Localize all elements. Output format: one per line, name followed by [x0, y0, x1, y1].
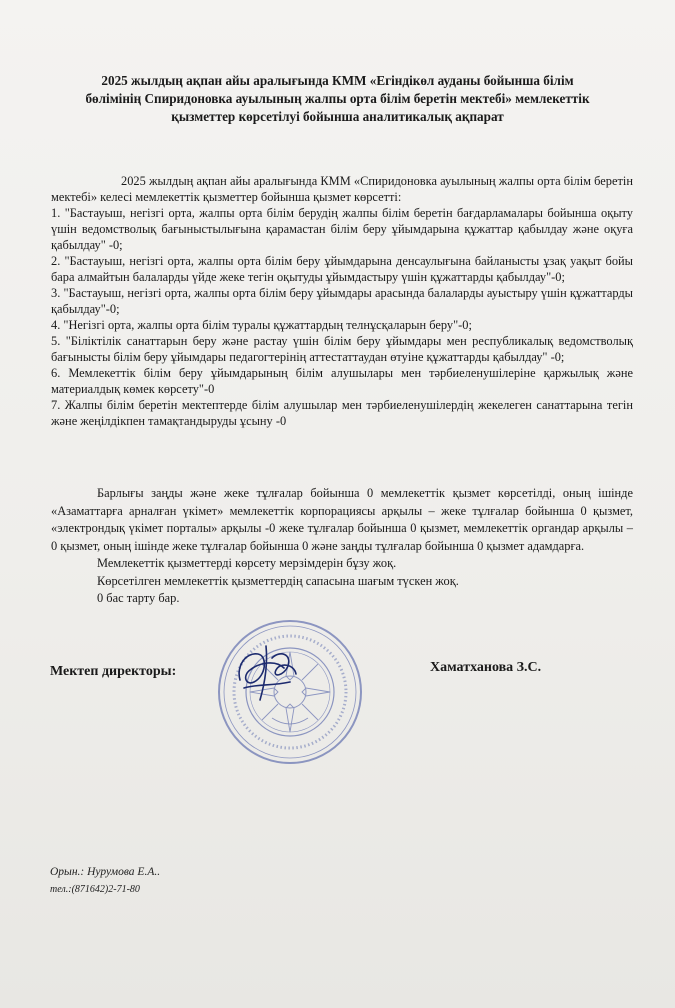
- service-item-5: 5. "Біліктілік санаттарын беру және растау үшін білім беру ұйымдары мен республикалық ведомстволық бағынысты білім беру ұйымдары педагогтерінің аттестаттаудан өтуіне құжаттарды қабылдау" -0;: [51, 334, 633, 364]
- service-item-2: 2. "Бастауыш, негізгі орта, жалпы орта білім беру ұйымдарына денсаулығына байланысты ұзақ уақыт бойы бара алмайтын балаларды үйде жеке тегін оқытуды ұйымдастыру үшін құжаттарды қабылдау"-0;: [51, 254, 633, 284]
- intro-paragraph: 2025 жылдың ақпан айы аралығында КММ «Спиридоновка ауылының жалпы орта білім беретін мектебі» келесі мемлекеттік қызметтер бойынша қызмет көрсетті:: [51, 174, 633, 204]
- service-item-6: 6. Мемлекеттік білім беру ұйымдарының білім алушылары мен тәрбиеленушілеріне қаржылық және материалдық көмек көрсету"-0: [51, 366, 633, 396]
- director-name: Хаматханова З.С.: [430, 660, 542, 675]
- refusals-line: 0 бас тарту бар.: [97, 591, 180, 605]
- title-line-1: 2025 жылдың ақпан айы аралығында КММ «Егіндікөл ауданы бойынша білім: [101, 73, 574, 88]
- footer-contacts: [50, 864, 160, 898]
- handwritten-signature: [232, 636, 302, 716]
- phone-line: тел.:(871642)2-71-80: [50, 884, 140, 895]
- summary-section: [51, 485, 633, 608]
- executor-line: Орын.: Нурумова Е.А..: [50, 866, 161, 878]
- document-title: [40, 72, 635, 126]
- service-item-3: 3. "Бастауыш, негізгі орта, жалпы орта білім беру ұйымдары арасында балаларды ауыстыру үшін құжаттарды қабылдау"-0;: [51, 286, 633, 316]
- director-label: Мектеп директоры:: [50, 664, 177, 679]
- title-line-3: қызметтер көрсетілуі бойынша аналитикалық ақпарат: [171, 109, 504, 124]
- services-section: [51, 173, 633, 429]
- title-line-2: бөлімінің Спиридоновка ауылының жалпы орта білім беретін мектебі» мемлекеттік: [85, 91, 590, 106]
- no-complaints-line: Көрсетілген мемлекеттік қызметтердің сапасына шағым түскен жоқ.: [97, 573, 459, 588]
- no-violations-line: Мемлекеттік қызметтерді көрсету мерзімдерін бұзу жоқ.: [97, 556, 397, 570]
- service-item-7: 7. Жалпы білім беретін мектептерде білім алушылар мен тәрбиеленушілердің жекелеген санаттарына тегін және жеңілдікпен тамақтандыруды ұсыну -0: [51, 398, 633, 428]
- summary-paragraph: Барлығы заңды және жеке тұлғалар бойынша 0 мемлекеттік қызмет көрсетілді, оның ішінде «Азаматтарға арналған үкімет» мемлекеттік корпорациясы арқылы – жеке тұлғалар бойынша 0 қызмет, «электрондық үкімет порталы» арқылы -0 жеке тұлғалар бойынша 0 қызмет, мемлекеттік органдар арқылы – 0 қызмет, оның ішінде жеке тұлғалар бойынша 0 және заңды тұлғалар бойынша 0 қызмет адамдарға.: [51, 486, 633, 553]
- service-item-4: 4. "Негізгі орта, жалпы орта білім туралы құжаттардың телнұсқаларын беру"-0;: [51, 318, 472, 332]
- service-item-1: 1. "Бастауыш, негізгі орта, жалпы орта білім берудің жалпы білім беретін бағдарламалары бойынша оқыту үшін ведомстволық бағыныстылығына қарамастан білім беру ұйымдарына құжаттар қабылдау және оқуға қабылдау" -0;: [51, 206, 633, 252]
